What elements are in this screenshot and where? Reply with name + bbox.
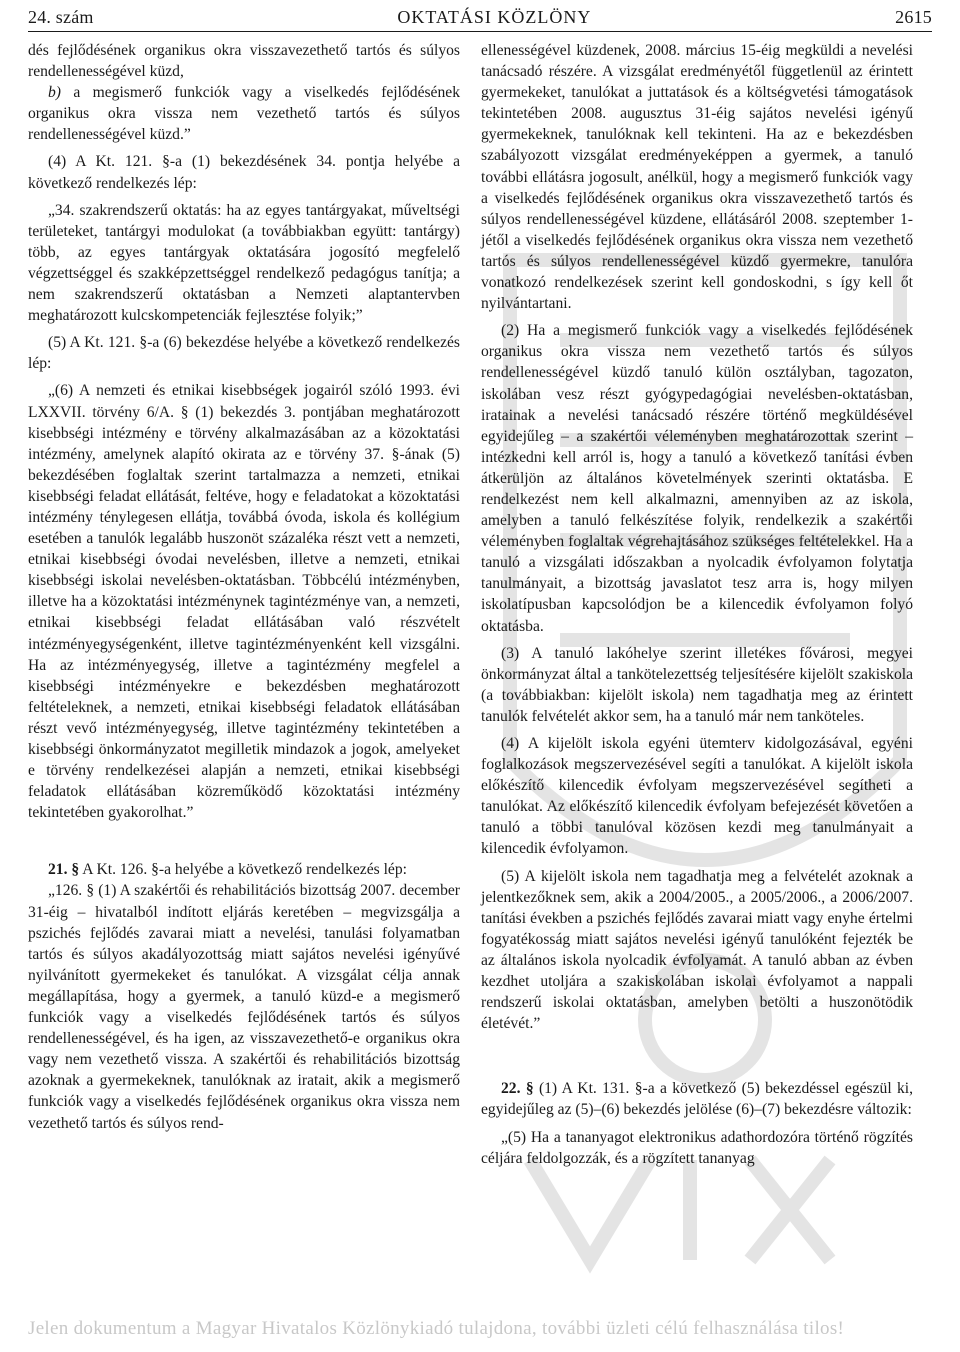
section-text: A Kt. 126. §-a helyébe a következő rendelkezés lép: (79, 861, 407, 879)
section-heading (28, 859, 460, 880)
page-number: 2615 (895, 6, 932, 27)
section-text: (1) A Kt. 131. §-a a következő (5) bekezdéssel egészül ki, egyidejűleg az (5)–(6) bekezdés jelölése (6)–(7) bekezdésre változik: (481, 1080, 913, 1119)
section-number: 21. (48, 861, 68, 879)
paragraph: „34. szakrendszerű oktatás: ha az egyes tantárgyakat, műveltségi területeket, tantárgyi modulokat (a továbbiakban együtt: tantárgy) több, az egyes tantárgyak oktatására jogosító megfelelő végzettséggel és szakképzettséggel rendelkező pedagógus tanítja; a nem szakrendszerű oktatásban a Nemzeti alaptantervben meghatározott kulcskompetenciák fejlesztése folyik;” (28, 201, 460, 325)
journal-title: OKTATÁSI KÖZLÖNY (397, 6, 592, 27)
page-header (28, 4, 932, 30)
paragraph: „(5) Ha a tananyagot elektronikus adathordozóra történő rögzítés céljára feldolgozzák, és a rögzített tananyag (481, 1128, 913, 1167)
paragraph: „(6) A nemzeti és etnikai kisebbségek jogairól szóló 1993. évi LXXVII. törvény 6/A. § (1) bekezdés 3. pontjában meghatározott kisebbségi intézmény e törvény alkalmazásában az a közoktatási intézmény, amelynek alapító okirata az e törvény 37. §-ának (5) bekezdésében foglaltak szerint tartalmazza a nemzeti, etnikai kisebbségi feladat ellátását, feltéve, hogy e feladatokat a közoktatási intézmény ténylegesen ellátja, továbbá óvoda, iskola és kollégium esetében a tanulók legalább huszonöt százaléka részt vett a nemzeti, etnikai kisebbségi óvodai nevelésben, illetve a nemzeti, etnikai kisebbségi iskolai nevelésben-oktatásban. Többcélú intézményben, illetve ha a közoktatási intézménynek tagintézménye van, a nemzeti, etnikai kisebbségi feladat ellátásában való részvételt intézményegységenként, illetve tagintézményenként kell vizsgálni. Ha az intézményegység, illetve a tagintézmény megfelel a kisebbségi intézményekre e bekezdésben meghatározott feltételeknek, a nemzeti, etnikai kisebbségi feladatok ellátásában részt vevő intézményegység, illetve tagintézmény tekintetében a kisebbségi önkormányzatot megilletik mindazok a jogok, amelyeket e törvény rendelkezései alapján a nemzeti, etnikai kisebbségi feladatok ellátásában közreműködő közoktatási intézmény tekintetében gyakorolhat.” (28, 382, 460, 822)
section-sign: § (520, 1080, 534, 1098)
paragraph: (4) A Kt. 121. §-a (1) bekezdésének 34. pontja helyébe a következő rendelkezés lép: (28, 153, 460, 192)
paragraph: (4) A kijelölt iskola egyéni ütemterv kidolgozásával, egyéni foglalkozások megszervezésével segíti a tanulókat. A kijelölt iskola előkészítő kilencedik évfolyam megszervezésével segítheti a tanulókat. Az előkészítő kilencedik évfolyam befejezését követően a tanuló a többi tanulóval közösen kezdi meg tanulmányait a kilencedik évfolyamon. (481, 735, 913, 858)
section-heading (481, 1078, 913, 1120)
list-label: b) (48, 84, 61, 102)
issue-number: 24. szám (28, 6, 94, 27)
section-sign: § (67, 861, 80, 879)
paragraph: dés fejlődésének organikus okra visszavezethető tartós és súlyos rendellenességével küzd, (28, 42, 460, 81)
footer-notice: Jelen dokumentum a Magyar Hivatalos Közlönykiadó tulajdona, további üzleti célú felhasználása tilos! (28, 1318, 845, 1339)
paragraph: (5) A Kt. 121. §-a (6) bekezdése helyébe a következő rendelkezés lép: (28, 334, 460, 373)
paragraph: „126. § (1) A szakértői és rehabilitációs bizottság 2007. december 31-éig – hivatalból indított eljárás keretében – megvizsgálja a pszichés fejlődés zavarai miatt a nevelési, tanulási folyamatban tartós és súlyos akadályozottság miatt sajátos nevelési igényűvé nyilvánított gyermekeket és tanulókat. A vizsgálat célja annak megállapítása, hogy a gyermek, a tanuló küzd-e a megismerő funkciók vagy a viselkedés fejlődésének tartós és súlyos rendellenességével, és ha igen, az visszavezethető-e organikus okra vagy nem vezethető vissza. A szakértői és rehabilitációs bizottság azoknak a gyermekeknek, tanulóknak az iratait, akik a megismerő funkciók vagy a viselkedés fejlődésének organikus okra vissza nem vezethető tartós és súlyos rend- (28, 882, 460, 1132)
paragraph: (3) A tanuló lakóhelye szerint illetékes fővárosi, megyei önkormányzat által a tankötelezettség teljesítésére kijelölt szakiskola (a továbbiakban: kijelölt iskola) nem tagadhatja meg az érintett tanulók felvételét akkor sem, ha a tanuló már nem tanköteles. (481, 644, 913, 725)
paragraph (28, 82, 460, 145)
paragraph: (2) Ha a megismerő funkciók vagy a viselkedés fejlődésének organikus okra vissza nem vezethető tartós és súlyos rendellenességével küzdő tanuló külön osztályban, tagozaton, iskolában vesz részt gyógypedagógiai nevelésben-oktatásban, iratainak a nevelési tanácsadó részére történő megküldésével egyidejűleg – a szakértői véleményben meghatározottak szerint – intézkedni kell arról is, hogy a tanuló a következő tanítási évben átkerüljön az általános követelmények szerinti oktatásba. E rendelkezést nem kell alkalmazni, amennyiben az az iskola, amelyben a tanuló felkészítése folyik, rendelkezik a szakértői véleményben foglaltak végrehajtásához szükséges feltételekkel. Ha a tanuló a vizsgálati időszakban a nyolcadik évfolyamon folytatja tanulmányait, a bizottság javaslatot tesz arra is, hogy milyen iskolatípusban kapcsolódjon be a kilencedik évfolyamon folyó oktatásba. (481, 322, 913, 635)
header-rule (28, 31, 932, 32)
paragraph-text: a megismerő funkciók vagy a viselkedés fejlődésének organikus okra vissza nem vezethető tartós és súlyos rendellenességével küzd.” (28, 84, 460, 144)
left-column (28, 40, 460, 1134)
paragraph: (5) A kijelölt iskola nem tagadhatja meg a felvételét azoknak a jelentkezőknek sem, akik a 2004/2005., a 2005/2006., a 2006/2007. tanítási években a pszichés fejlődés zavarai miatt vagy enyhe értelmi fogyatékosság miatt sajátos nevelési igényű tanulóként fejezték be az általános iskola nyolcadik évfolyamát. A tanuló abban az évben kezdhet utoljára a szakiskolában iskolai évfolyamot a nappali rendszerű iskolai oktatásban, amelyben betölti a huszonötödik életévét.” (481, 867, 913, 1033)
right-column (481, 40, 913, 1169)
paragraph: ellenességével küzdenek, 2008. március 15-éig megküldi a nevelési tanácsadó részére. A vizsgálat eredményétől függetlenül az érintett gyermekeket, tanulókat a juttatások és a költségvetési támogatások tekintetében 2008. augusztus 31-éig sajátos nevelési igényű gyermekeknek, tanulóknak kell tekinteni. Ha az e bekezdésben szabályozott vizsgálat eredményeképpen a gyermek, a tanuló további ellátásra jogosult, anélkül, hogy a megismerő funkciók vagy a viselkedés fejlődésének organikus okra visszavezethető tartós és súlyos rendellenességével küzdene, ellátásáról 2008. szeptember 1-jétől a viselkedés fejlődésének organikus okra vissza nem vezethető tartós és súlyos rendellenességével küzdő gyermekre, tanulóra vonatkozó rendelkezések szerint kell gondoskodni, s így kell őt nyilvántartani. (481, 42, 913, 313)
section-number: 22. (501, 1080, 521, 1098)
